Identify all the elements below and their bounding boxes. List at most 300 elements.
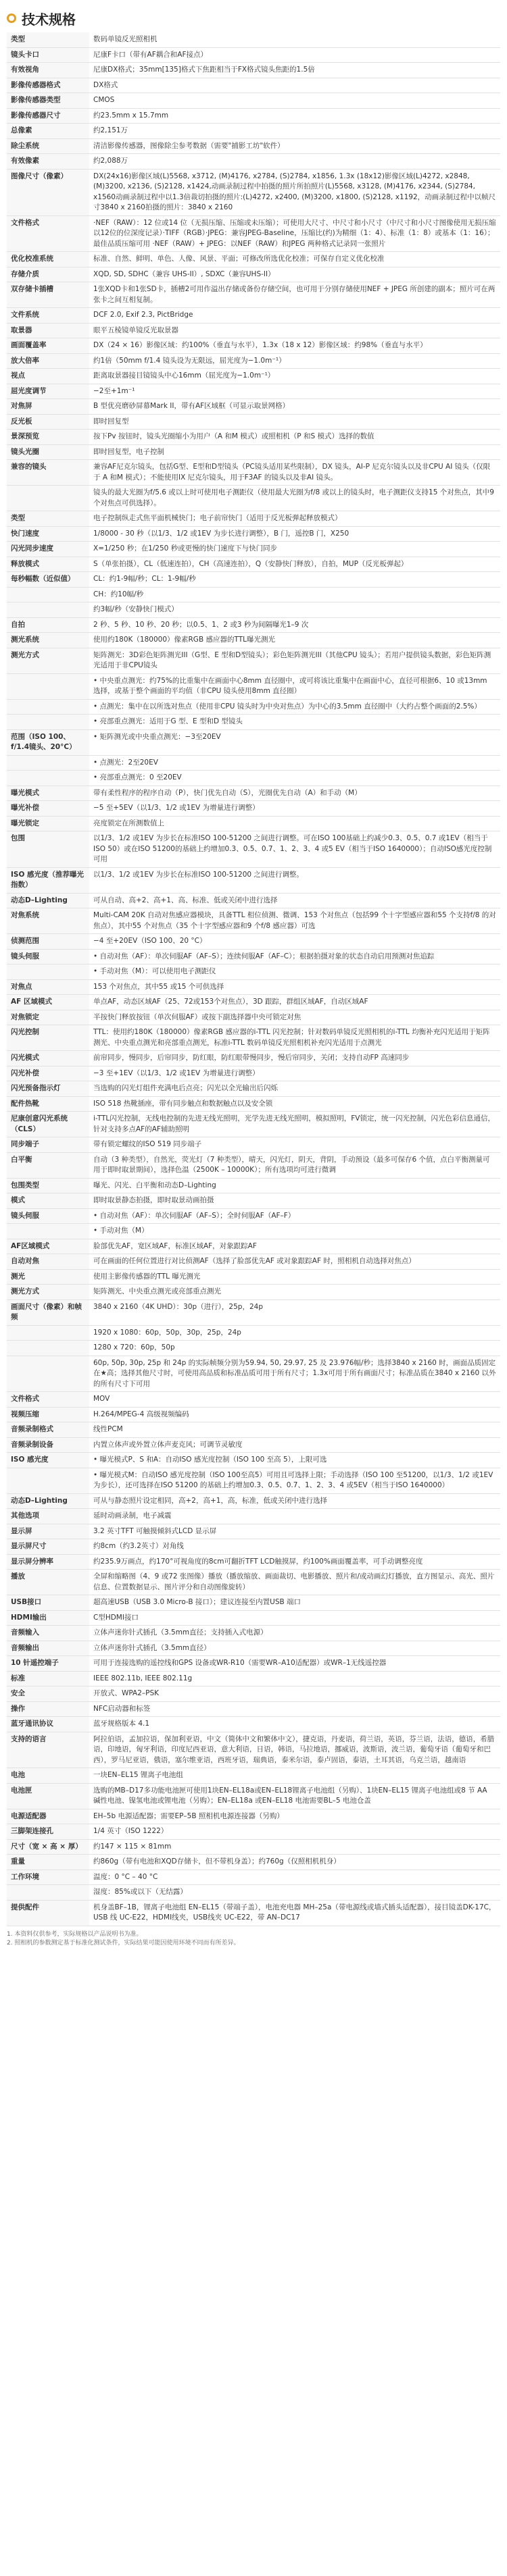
spec-value: −3 至+1EV（以1/3、1/2 或1EV 为增量进行调整） <box>89 1066 500 1081</box>
spec-label: 显示屏分辨率 <box>7 1554 89 1570</box>
spec-row <box>7 1870 500 1885</box>
spec-label: 除尘系统 <box>7 138 89 154</box>
spec-row <box>7 1137 500 1153</box>
spec-value: ·NEF（RAW）：12 位或14 位（无损压缩、压缩或未压缩）；可使用大尺寸、中尺寸和小尺寸（中尺寸和小尺寸图像使用无损压缩以12位的位深度记录）·TIFF（RGB）·JPEG：兼容JPEG-Baseline，压缩比(约)为精细（1：4）、标准（1：8）或基本（1：16）；最佳品质压缩可用 ·NEF（RAW）+ JPEG：以NEF（RAW）和JPEG 两种格式记录同一张照片 <box>89 215 500 252</box>
spec-label <box>7 715 89 730</box>
spec-value: • 亮部重点测光：适用于G 型、E 型和D 型镜头 <box>89 715 500 730</box>
spec-label: 闪光预备指示灯 <box>7 1081 89 1097</box>
spec-value: 单点AF，动态区域AF（25、72或153个对焦点），3D 跟踪，群组区域AF，自动区域AF <box>89 995 500 1010</box>
spec-row <box>7 633 500 648</box>
spec-label: 镜头卡口 <box>7 47 89 63</box>
spec-value: −4 至+20EV（ISO 100、20 °C） <box>89 934 500 950</box>
spec-label: 其他选项 <box>7 1509 89 1524</box>
spec-label: 闪光同步速度 <box>7 542 89 557</box>
spec-row <box>7 78 500 93</box>
spec-label: 曝光锁定 <box>7 816 89 831</box>
spec-row <box>7 1051 500 1066</box>
spec-label <box>7 486 89 511</box>
spec-value: DCF 2.0, Exif 2.3, PictBridge <box>89 308 500 324</box>
spec-row <box>7 801 500 817</box>
spec-label: 放大倍率 <box>7 353 89 369</box>
spec-row <box>7 1407 500 1422</box>
spec-row <box>7 587 500 602</box>
spec-value: 可从与静态照片设定相同，高+2，高+1，高，标准，低或关闭中进行选择 <box>89 1493 500 1509</box>
spec-value: 脸部优先AF，宽区域AF，标准区域AF，对象跟踪AF <box>89 1239 500 1254</box>
spec-row <box>7 1900 500 1926</box>
spec-row <box>7 1269 500 1285</box>
spec-row <box>7 124 500 139</box>
spec-value: XQD, SD, SDHC（兼容 UHS-II）, SDXC（兼容UHS-II） <box>89 267 500 282</box>
spec-value: 内置立体声或外置立体声麦克风；可调节灵敏度 <box>89 1437 500 1453</box>
spec-label: 音频录制设备 <box>7 1437 89 1453</box>
spec-value: 选购的MB–D17多功能电池匣可使用1块EN–EL18a或EN–EL18锂离子电池组（另购）、1块EN–EL15 锂离子电池组或8 节 AA 碱性电池、镍氢电池或锂电池（另购）；EN–EL18a 或EN–EL18 电池需要BL–5 电池仓盖 <box>89 1783 500 1809</box>
spec-value: 超高速USB（USB 3.0 Micro-B 接口）；建议连接至内置USB 端口 <box>89 1595 500 1611</box>
spec-label: 重量 <box>7 1855 89 1870</box>
spec-label: USB接口 <box>7 1595 89 1611</box>
spec-label: HDMI输出 <box>7 1610 89 1626</box>
spec-row <box>7 63 500 78</box>
spec-value: • 自动对焦（AF）：单次伺服AF（AF–S）；全时伺服AF（AF–F） <box>89 1208 500 1224</box>
spec-value: NFC启动器和标签 <box>89 1701 500 1717</box>
spec-value: S（单张拍摄），CL（低速连拍），CH（高速连拍），Q（安静快门释放），自拍，MUP（反光板弹起） <box>89 557 500 572</box>
spec-row <box>7 979 500 995</box>
spec-label: 支持的语言 <box>7 1732 89 1768</box>
spec-value: 可用于连接选购的遥控线和GPS 设备或WR-R10（需要WR–A10适配器）或WR–1无线遥控器 <box>89 1656 500 1672</box>
spec-value: 阿拉伯语，孟加拉语，保加利亚语，中文（简体中文和繁体中文），捷克语，丹麦语，荷兰语，英语，芬兰语，法语，德语，希腊语，印地语，匈牙利语，印度尼西亚语，意大利语，日语，韩语，马拉地语，挪威语，波斯语，波兰语，葡萄牙语（葡萄牙和巴西），罗马尼亚语，俄语，塞尔维亚语，西班牙语，瑞典语，泰米尔语，泰卢固语，泰语，土耳其语，乌克兰语，越南语 <box>89 1732 500 1768</box>
spec-value: 使用约180K（180000）像素RGB 感应器的TTL曝光测光 <box>89 633 500 648</box>
spec-value: 使用主影像传感器的TTL 曝光测光 <box>89 1269 500 1285</box>
spec-value: 矩阵测光、中央重点测光或亮部重点测光 <box>89 1285 500 1300</box>
spec-label: 对焦点 <box>7 979 89 995</box>
spec-value: 约8cm（约3.2英寸）对角线 <box>89 1539 500 1555</box>
spec-label: 侦测范围 <box>7 934 89 950</box>
spec-row <box>7 648 500 673</box>
spec-row <box>7 908 500 934</box>
spec-label <box>7 1468 89 1493</box>
spec-value: 数码单镜反光照相机 <box>89 32 500 47</box>
spec-value: 全屏和缩略图（4、9 或72 张图像）播放（播放缩放、画面裁切、电影播放、照片和/或动画幻灯播放，直方图显示、高光、照片信息、位置数据显示、图片评分和自动图像旋转） <box>89 1570 500 1595</box>
spec-label: 动态D–Lighting <box>7 893 89 908</box>
footnote: 1. 本资料仅供参考，实际规格以产品说明书为准。 2. 照相机的参数测定基于标准化测试条件，实际结果可能因使用环境不同而有所差异。 <box>7 1930 240 1947</box>
spec-label: 视点 <box>7 369 89 384</box>
spec-row <box>7 617 500 633</box>
spec-row <box>7 673 500 699</box>
spec-row <box>7 755 500 771</box>
spec-value: 可从自动、高+2、高+1、高、标准、低或关闭中进行选择 <box>89 893 500 908</box>
spec-label: 三脚架连接孔 <box>7 1824 89 1840</box>
spec-label <box>7 771 89 786</box>
spec-row <box>7 816 500 831</box>
spec-row <box>7 526 500 542</box>
spec-label: 标准 <box>7 1671 89 1686</box>
spec-row <box>7 1392 500 1408</box>
spec-label: 音频输出 <box>7 1641 89 1656</box>
spec-value: 1/8000 - 30 秒（以1/3、1/2 或1EV 为步长进行调整），B 门，遥控B 门，X250 <box>89 526 500 542</box>
spec-label: 同步端子 <box>7 1137 89 1153</box>
spec-row <box>7 460 500 486</box>
spec-value: • 曝光模式M：自动ISO 感光度控制（ISO 100至高5）可用且可选择上限；手动选择（ISO 100 至51200，以1/3、1/2 或1EV 为步长），还可选择在ISO 51200 的基础上约增加0.3、0.5、0.7、1、2、3、4 或5EV（相当于ISO 1640000） <box>89 1468 500 1493</box>
spec-label: AF区域模式 <box>7 1239 89 1254</box>
spec-value: 可在画面的任何位置进行对比侦测AF（选择了脸部优先AF 或对象跟踪AF 时，照相机自动选择对焦点） <box>89 1254 500 1270</box>
spec-value: 约2,151万 <box>89 124 500 139</box>
spec-row <box>7 1010 500 1025</box>
spec-label <box>7 587 89 602</box>
spec-value: CH：约10幅/秒 <box>89 587 500 602</box>
spec-label: 对焦屏 <box>7 399 89 415</box>
spec-value: 60p, 50p, 30p, 25p 和 24p 的实际帧频分别为59.94, 50, 29.97, 25 及 23.976幅/秒；选择3840 x 2160 时，画面品质固定在★高；选择其他尺寸时，可使用高品质和标准品质可用于所有尺寸；1.3x可用于所有画面尺寸；标准品质在3840 x 2160 以外的所有尺寸下可用 <box>89 1356 500 1392</box>
spec-label: 测光 <box>7 1269 89 1285</box>
spec-value: 距离取景器接目镜镜头中心16mm（屈光度为−1.0m⁻¹） <box>89 369 500 384</box>
spec-row <box>7 267 500 282</box>
spec-value: 3.2 英寸TFT 可触摸倾斜式LCD 显示屏 <box>89 1524 500 1539</box>
spec-row <box>7 1855 500 1870</box>
spec-value: 3840 x 2160（4K UHD）：30p（进行），25p，24p <box>89 1299 500 1325</box>
spec-row <box>7 995 500 1010</box>
spec-label: ISO 感光度 <box>7 1453 89 1468</box>
spec-row <box>7 1299 500 1325</box>
spec-row <box>7 1285 500 1300</box>
spec-label: 测光方式 <box>7 1285 89 1300</box>
spec-label: 影像传感器尺寸 <box>7 108 89 124</box>
spec-row <box>7 1254 500 1270</box>
spec-row <box>7 831 500 868</box>
spec-label: 镜头光圈 <box>7 444 89 460</box>
spec-label: 自动对焦 <box>7 1254 89 1270</box>
spec-row <box>7 1453 500 1468</box>
spec-value: EH–5b 电源适配器；需要EP–5B 照相机电源连接器（另购） <box>89 1809 500 1824</box>
spec-label: 优化校准系统 <box>7 252 89 267</box>
spec-value: 带有锁定螺纹的ISO 519 同步端子 <box>89 1137 500 1153</box>
spec-label: 曝光模式 <box>7 785 89 801</box>
spec-row <box>7 1437 500 1453</box>
spec-label <box>7 964 89 980</box>
spec-value: • 手动对焦（M）：可以使用电子测距仪 <box>89 964 500 980</box>
spec-row <box>7 893 500 908</box>
spec-row <box>7 1025 500 1051</box>
spec-label: 取景器 <box>7 323 89 338</box>
spec-row <box>7 1356 500 1392</box>
spec-label: 操作 <box>7 1701 89 1717</box>
spec-row <box>7 1732 500 1768</box>
spec-row <box>7 282 500 308</box>
spec-value: H.264/MPEG-4 高级视频编码 <box>89 1407 500 1422</box>
spec-value: 机身盖BF–1B，锂离子电池组 EN–EL15（带端子盖），电池充电器 MH–25a（带电源线或墙式插头适配器），接目镜盖DK-17C，USB 线 UC-E22，HDMI线夹，USB线夹 UC-E22，带 AN–DC17 <box>89 1900 500 1926</box>
spec-label: 影像传感器格式 <box>7 78 89 93</box>
spec-row <box>7 215 500 252</box>
spec-value: 曝光、闪光、白平衡和动态D–Lighting <box>89 1178 500 1193</box>
spec-value: 线性PCM <box>89 1422 500 1438</box>
spec-row <box>7 138 500 154</box>
spec-label <box>7 1885 89 1901</box>
spec-value: 半按快门释放按钮（单次伺服AF）或按下副选择器中央可锁定对焦 <box>89 1010 500 1025</box>
spec-label: 文件系统 <box>7 308 89 324</box>
spec-label: 音频输入 <box>7 1626 89 1641</box>
spec-label: 安全 <box>7 1686 89 1702</box>
spec-row <box>7 729 500 755</box>
spec-value: 延时动画录制，电子减震 <box>89 1509 500 1524</box>
spec-row <box>7 1610 500 1626</box>
spec-row <box>7 572 500 588</box>
spec-row <box>7 414 500 430</box>
spec-value: 约1倍（50mm f/1.4 镜头设为无限远，屈光度为−1.0m⁻¹） <box>89 353 500 369</box>
spec-value: • 手动对焦（M） <box>89 1224 500 1239</box>
spec-value: DX(24x16)影像区域(L)5568, x3712, (M)4176, x2784, (S)2784, x1856, 1.3x (18x12)影像区域(L)4272, x2848, (M)3200, x2136, (S)2128, x1424,动画录制过程中拍摄的照片所拍照片(L)5568, x3128, (M)4176, x2344, (S)2784, x1560动画录制过程中以1.3倍裁切拍摄的照片:(L)4272, x2400, (M)3200, x1800, (S)2128, x1192，动画录制过程中以帧尺寸3840 x 2160拍摄的照片：3840 x 2160 <box>89 169 500 215</box>
spec-row <box>7 1096 500 1112</box>
spec-label: 存储介质 <box>7 267 89 282</box>
spec-row <box>7 602 500 618</box>
spec-label: 尼康创意闪光系统（CLS） <box>7 1112 89 1137</box>
spec-value: 立体声迷你针式插孔（3.5mm直径） <box>89 1641 500 1656</box>
spec-label: 电池匣 <box>7 1783 89 1809</box>
spec-label: 包围类型 <box>7 1178 89 1193</box>
spec-row <box>7 32 500 47</box>
spec-label: 画面尺寸（像素）和帧频 <box>7 1299 89 1325</box>
spec-value: DX（24 × 16）影像区域：约100%（垂直与水平），1.3x（18 x 12）影像区域：约98%（垂直与水平） <box>89 338 500 354</box>
spec-value: 当选购的闪光灯组件充满电后点亮；闪光以全光输出后闪烁 <box>89 1081 500 1097</box>
spec-label: 显示屏 <box>7 1524 89 1539</box>
spec-row <box>7 1809 500 1824</box>
spec-label: AF 区域模式 <box>7 995 89 1010</box>
spec-row <box>7 557 500 572</box>
spec-label: 文件格式 <box>7 215 89 252</box>
spec-label: 自拍 <box>7 617 89 633</box>
spec-row <box>7 1768 500 1784</box>
spec-value: 1张XQD卡和1张SD卡，插槽2可用作溢出存储或备份存储空间，也可用于分别存储使用NEF + JPEG 所创建的副本；照片可在两张卡之间互相复制。 <box>89 282 500 308</box>
spec-row <box>7 771 500 786</box>
spec-label: 播放 <box>7 1570 89 1595</box>
spec-value: Multi-CAM 20K 自动对焦感应器模块，具备TTL 相位侦测、微调、153 个对焦点（包括99 个十字型感应器和55 个支持f/8 的对焦点），其中55 个对焦点（35 个十字型感应器和9 个f/8 感应器）可选 <box>89 908 500 934</box>
spec-row <box>7 384 500 399</box>
spec-label: 配件热靴 <box>7 1096 89 1112</box>
spec-label: 有效像素 <box>7 154 89 170</box>
spec-row <box>7 1885 500 1901</box>
spec-label: ISO 感光度（推荐曝光指数） <box>7 867 89 893</box>
spec-value: DX格式 <box>89 78 500 93</box>
spec-row <box>7 867 500 893</box>
spec-value: −5 至+5EV（以1/3、1/2 或1EV 为增量进行调整） <box>89 801 500 817</box>
spec-value: • 点测光：集中在以所选对焦点（使用非CPU 镜头时为中央对焦点）为中心的3.5mm 直径圈中（大约占整个画面的2.5%） <box>89 699 500 715</box>
spec-value: 约2,088万 <box>89 154 500 170</box>
spec-label: 10 针遥控端子 <box>7 1656 89 1672</box>
spec-row <box>7 1224 500 1239</box>
spec-label: 尺寸（宽 × 高 × 厚） <box>7 1839 89 1855</box>
spec-row <box>7 1081 500 1097</box>
spec-row <box>7 1325 500 1341</box>
spec-value: 亮度锁定在所测数值上 <box>89 816 500 831</box>
spec-value: 带有柔性程序的程序自动（P），快门优先自动（S），光圈优先自动（A）和手动（M） <box>89 785 500 801</box>
spec-row <box>7 1824 500 1840</box>
spec-value: 尼康F卡口（带有AF耦合和AF接点） <box>89 47 500 63</box>
spec-value: 以1/3、1/2 或1EV 为步长在标准ISO 100-51200 之间进行调整。 <box>89 867 500 893</box>
spec-label: 快门速度 <box>7 526 89 542</box>
spec-value: ISO 518 热靴插座，带有同步触点和数据触点以及安全锁 <box>89 1096 500 1112</box>
spec-label: 范围（ISO 100、f/1.4镜头、20°C） <box>7 729 89 755</box>
spec-row <box>7 949 500 964</box>
spec-label <box>7 1356 89 1392</box>
spec-row <box>7 1112 500 1137</box>
spec-label: 曝光补偿 <box>7 801 89 817</box>
spec-label <box>7 1224 89 1239</box>
spec-value: CL：约1-9幅/秒；CL：1-9幅/秒 <box>89 572 500 588</box>
spec-label: 双存储卡插槽 <box>7 282 89 308</box>
spec-value: 立体声迷你针式插孔（3.5mm直径；支持插入式电源） <box>89 1626 500 1641</box>
spec-label: 动态D–Lighting <box>7 1493 89 1509</box>
spec-value: 前帘同步，慢同步，后帘同步，防红眼，防红眼带慢同步，慢后帘同步，关闭；支持自动FP 高速同步 <box>89 1051 500 1066</box>
spec-row <box>7 252 500 267</box>
spec-label: 每秒幅数（近似值） <box>7 572 89 588</box>
spec-label: 类型 <box>7 32 89 47</box>
spec-value: • 中央重点测光：约75%的比重集中在画面中心8mm 直径圈中，或可将该比重集中在画面中心，直径可根据6、10 或13mm 选择，或基于整个画面的平均值（非CPU 镜头使用8mm 直径圈） <box>89 673 500 699</box>
spec-label <box>7 673 89 699</box>
spec-label: 屈光度调节 <box>7 384 89 399</box>
spec-value: • 亮部重点测光：0 至20EV <box>89 771 500 786</box>
spec-row <box>7 1493 500 1509</box>
spec-value: B 型优亮磨砂屏幕Mark II，带有AF区域框（可显示取景网格） <box>89 399 500 415</box>
spec-value: 约23.5mm x 15.7mm <box>89 108 500 124</box>
spec-label <box>7 1341 89 1356</box>
spec-label: 对焦系统 <box>7 908 89 934</box>
spec-value: 1920 x 1080：60p，50p，30p，25p，24p <box>89 1325 500 1341</box>
spec-label: 镜头伺服 <box>7 949 89 964</box>
spec-value: 电子控制纵走式焦平面机械快门；电子前帘快门（适用于反光板弹起释放模式） <box>89 511 500 527</box>
spec-row <box>7 1178 500 1193</box>
spec-value: 按下Pv 按钮时，镜头光圈缩小为用户（A 和M 模式）或照相机（P 和S 模式）选择的数值 <box>89 430 500 445</box>
spec-value: 镜头的最大光圈为f/5.6 或以上时可使用电子测距仪（使用最大光圈为f/8 或以上的镜头时，电子测距仪支持15 个对焦点，其中9 个对焦点可供选择）。 <box>89 486 500 511</box>
spec-value: 温度：0 °C – 40 °C <box>89 1870 500 1885</box>
spec-row <box>7 511 500 527</box>
spec-row <box>7 1468 500 1493</box>
spec-label: 总像素 <box>7 124 89 139</box>
spec-label: 提供配件 <box>7 1900 89 1926</box>
spec-label: 景深预览 <box>7 430 89 445</box>
spec-label: 画面覆盖率 <box>7 338 89 354</box>
spec-row <box>7 369 500 384</box>
spec-value: 即时取景静态拍摄，即时取景动画拍摄 <box>89 1193 500 1209</box>
spec-row <box>7 338 500 354</box>
spec-label <box>7 699 89 715</box>
spec-row <box>7 1783 500 1809</box>
spec-value: 153 个对焦点，其中55 或15 个可供选择 <box>89 979 500 995</box>
spec-row <box>7 1239 500 1254</box>
spec-value: 约860g（带有电池和XQD存储卡，但不带机身盖）；约760g（仅照相机机身） <box>89 1855 500 1870</box>
spec-row <box>7 1422 500 1438</box>
spec-row <box>7 1524 500 1539</box>
spec-row <box>7 1701 500 1717</box>
spec-row <box>7 1509 500 1524</box>
spec-value: −2至+1m⁻¹ <box>89 384 500 399</box>
spec-label: 白平衡 <box>7 1152 89 1178</box>
spec-value: • 曝光模式P、S 和A：自动ISO 感光度控制（ISO 100 至高 5），上限可选 <box>89 1453 500 1468</box>
spec-label: 电源适配器 <box>7 1809 89 1824</box>
spec-row <box>7 93 500 109</box>
spec-row <box>7 1595 500 1611</box>
spec-value: C型HDMI接口 <box>89 1610 500 1626</box>
spec-value: 1/4 英寸（ISO 1222） <box>89 1824 500 1840</box>
spec-value: 自动（3 种类型），自然光，荧光灯（7 种类型），晴天，闪光灯，阴天，背阴，手动预设（最多可保存6 个值，点白平衡测量可用于即时取景期间），选择色温（2500K – 10000K）；所有选项均可进行微调 <box>89 1152 500 1178</box>
spec-value: TTL：使用约180K（180000）像素RGB 感应器的i-TTL 闪光控制；针对数码单镜反光照相机的i-TTL 均衡补充闪光适用于矩阵测光、中央重点测光和亮部重点测光，标准i-TTL 数码单镜反光照相机补充闪光适用于点测光 <box>89 1025 500 1051</box>
spec-label: 闪光控制 <box>7 1025 89 1051</box>
spec-row <box>7 108 500 124</box>
spec-label: 闪光补偿 <box>7 1066 89 1081</box>
spec-label: 音频录制格式 <box>7 1422 89 1438</box>
spec-row <box>7 486 500 511</box>
spec-row <box>7 1554 500 1570</box>
spec-label: 类型 <box>7 511 89 527</box>
spec-label: 视频压缩 <box>7 1407 89 1422</box>
spec-value: 即时回复型 <box>89 414 500 430</box>
spec-value: 约147 × 115 × 81mm <box>89 1839 500 1855</box>
spec-value: 2 秒、5 秒、10 秒、20 秒；以0.5、1、2 或3 秒为间隔曝光1–9 次 <box>89 617 500 633</box>
spec-row <box>7 1656 500 1672</box>
spec-value: 尼康DX格式；35mm[135]格式下焦距相当于FX格式镜头焦距的1.5倍 <box>89 63 500 78</box>
spec-label: 测光系统 <box>7 633 89 648</box>
spec-row <box>7 1341 500 1356</box>
spec-row <box>7 1686 500 1702</box>
spec-value: • 点测光：2至20EV <box>89 755 500 771</box>
spec-row <box>7 1193 500 1209</box>
spec-label <box>7 602 89 618</box>
spec-value: • 矩阵测光或中央重点测光：−3至20EV <box>89 729 500 755</box>
spec-value: CMOS <box>89 93 500 109</box>
spec-value: 湿度：85%或以下（无结露） <box>89 1885 500 1901</box>
spec-label: 对焦锁定 <box>7 1010 89 1025</box>
spec-row <box>7 1208 500 1224</box>
spec-value: 蓝牙规格版本 4.1 <box>89 1717 500 1732</box>
spec-value: 约3幅/秒（安静快门模式） <box>89 602 500 618</box>
spec-label: 镜头伺服 <box>7 1208 89 1224</box>
spec-label: 蓝牙通讯协议 <box>7 1717 89 1732</box>
spec-page <box>7 0 500 1948</box>
spec-label: 释放模式 <box>7 557 89 572</box>
spec-label: 反光板 <box>7 414 89 430</box>
spec-value: 一块EN–EL15 锂离子电池组 <box>89 1768 500 1784</box>
bullet-icon <box>7 14 16 23</box>
spec-row <box>7 542 500 557</box>
spec-row <box>7 323 500 338</box>
spec-label: 影像传感器类型 <box>7 93 89 109</box>
spec-value: 1280 x 720：60p，50p <box>89 1341 500 1356</box>
spec-value: 开放式、WPA2–PSK <box>89 1686 500 1702</box>
spec-label: 兼容的镜头 <box>7 460 89 486</box>
spec-row <box>7 1066 500 1081</box>
spec-value: 矩阵测光：3D彩色矩阵测光III（G型、E 型和D型镜头）；彩色矩阵测光III（其他CPU 镜头）；若用户提供镜头数据，彩色矩阵测光适用于非CPU镜头 <box>89 648 500 673</box>
spec-row <box>7 715 500 730</box>
spec-row <box>7 444 500 460</box>
spec-row <box>7 353 500 369</box>
spec-value: 即时回复型，电子控制 <box>89 444 500 460</box>
spec-label: 有效视角 <box>7 63 89 78</box>
spec-label: 模式 <box>7 1193 89 1209</box>
spec-row <box>7 1717 500 1732</box>
spec-label: 测光方式 <box>7 648 89 673</box>
spec-label: 图像尺寸（像素） <box>7 169 89 215</box>
spec-row <box>7 1539 500 1555</box>
spec-value: 标准、自然、鲜明、单色、人像、风景、平面；可修改所选优化校准；可保存自定义优化校准 <box>89 252 500 267</box>
spec-value: MOV <box>89 1392 500 1408</box>
page-title: 技术规格 <box>22 11 76 28</box>
spec-label: 包围 <box>7 831 89 868</box>
spec-row <box>7 964 500 980</box>
spec-value: 清洁影像传感器，图像除尘参考数据（需要"捕影工坊"软件） <box>89 138 500 154</box>
spec-row <box>7 1839 500 1855</box>
spec-row <box>7 1626 500 1641</box>
spec-value: 约235.9万画点，约170°可视角度的8cm可翻折TFT LCD触摸屏，约100%画面覆盖率，可手动调整亮度 <box>89 1554 500 1570</box>
spec-value: i-TTL闪光控制，无线电控制的先进无线光照明，光学先进无线光照明，模拟照明，FV锁定，统一闪光控制，闪光色彩信息通信，针对支持多点AF的AF辅助照明 <box>89 1112 500 1137</box>
spec-row <box>7 699 500 715</box>
spec-row <box>7 47 500 63</box>
spec-row <box>7 169 500 215</box>
spec-row <box>7 1570 500 1595</box>
